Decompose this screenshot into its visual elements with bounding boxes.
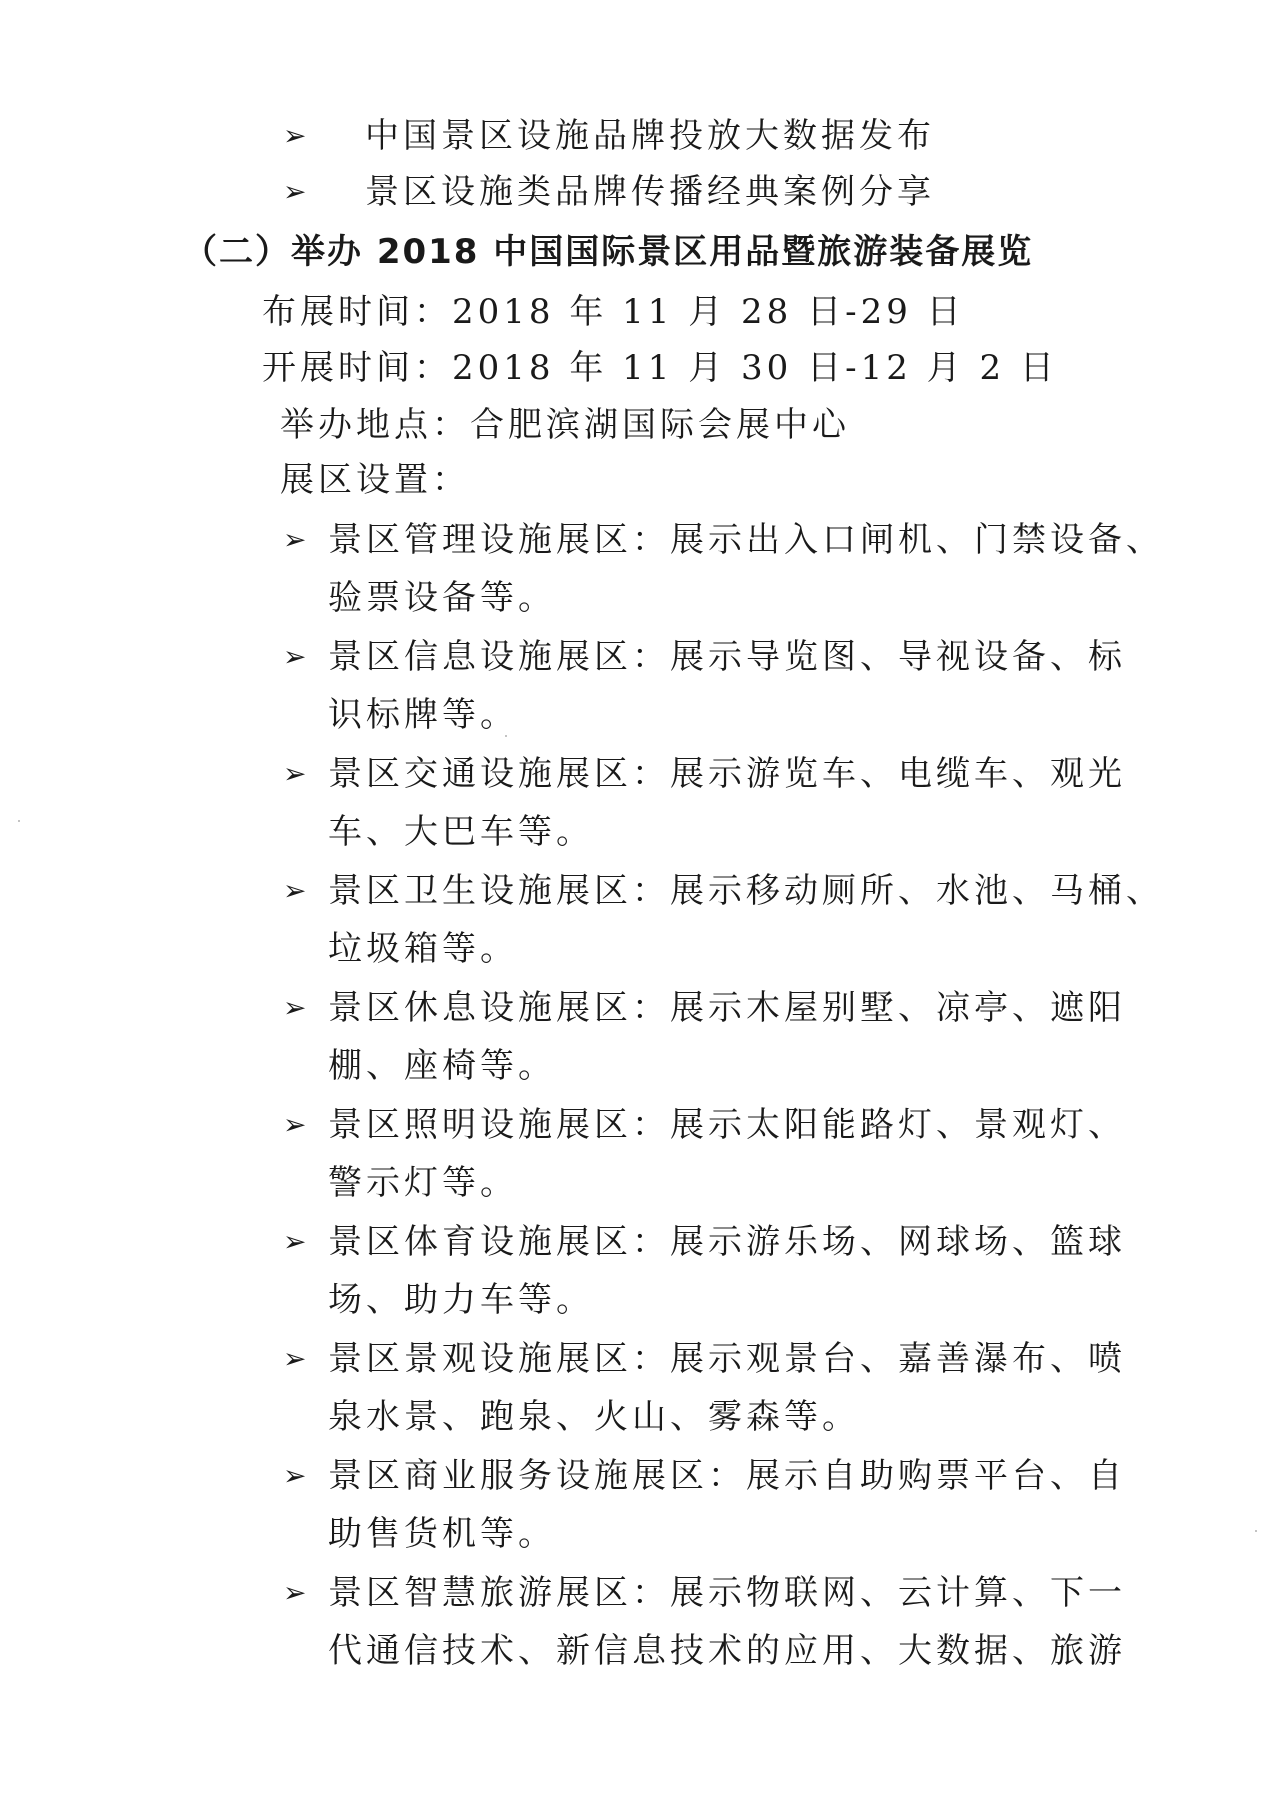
zone-item-line2: 垃圾箱等。 [328,929,518,969]
bullet-arrow-icon: ➢ [283,1225,307,1258]
zone-item-line2: 泉水景、跑泉、火山、雾森等。 [328,1397,860,1437]
section-heading: （二）举办 2018 中国国际景区用品暨旅游装备展览 [183,232,1034,272]
bullet-arrow-icon: ➢ [283,1576,307,1609]
zone-item-line1: 景区休息设施展区：展示木屋别墅、凉亭、遮阳 [328,988,1126,1028]
zone-item-line2: 代通信技术、新信息技术的应用、大数据、旅游 [328,1631,1126,1671]
zone-item-line1: 景区管理设施展区：展示出入口闸机、门禁设备、 [328,520,1164,560]
bullet-arrow-icon: ➢ [283,1108,307,1141]
scan-speck [505,735,507,737]
zone-item-line1: 景区信息设施展区：展示导览图、导视设备、标 [328,637,1126,677]
bullet-arrow-icon: ➢ [283,1459,307,1492]
zone-item-line2: 验票设备等。 [328,578,556,618]
bullet-arrow-icon: ➢ [283,523,307,556]
zone-item-line2: 警示灯等。 [328,1163,518,1203]
bullet-arrow-icon: ➢ [283,757,307,790]
bullet-arrow-icon: ➢ [283,119,307,152]
zone-item-line1: 景区体育设施展区：展示游乐场、网球场、篮球 [328,1222,1126,1262]
zone-item-line1: 景区商业服务设施展区：展示自助购票平台、自 [328,1456,1126,1496]
top-bullet-2: 景区设施类品牌传播经典案例分享 [365,172,935,212]
zone-item-line2: 车、大巴车等。 [328,812,594,852]
bullet-arrow-icon: ➢ [283,1342,307,1375]
scan-speck [1255,1530,1257,1532]
bullet-arrow-icon: ➢ [283,991,307,1024]
zone-item-line1: 景区交通设施展区：展示游览车、电缆车、观光 [328,754,1126,794]
setup-time: 布展时间：2018 年 11 月 28 日-29 日 [262,292,965,332]
zone-item-line1: 景区照明设施展区：展示太阳能路灯、景观灯、 [328,1105,1126,1145]
open-time: 开展时间：2018 年 11 月 30 日-12 月 2 日 [262,348,1058,388]
zone-item-line2: 场、助力车等。 [328,1280,594,1320]
zone-item-line1: 景区智慧旅游展区：展示物联网、云计算、下一 [328,1573,1126,1613]
zone-item-line2: 助售货机等。 [328,1514,556,1554]
bullet-arrow-icon: ➢ [283,640,307,673]
zone-item-line1: 景区景观设施展区：展示观景台、嘉善瀑布、喷 [328,1339,1126,1379]
zone-item-line2: 识标牌等。 [328,695,518,735]
venue: 举办地点：合肥滨湖国际会展中心 [280,405,850,445]
zones-label: 展区设置： [280,460,470,500]
scan-speck [18,820,20,822]
zone-item-line2: 棚、座椅等。 [328,1046,556,1086]
top-bullet-1: 中国景区设施品牌投放大数据发布 [365,116,935,156]
bullet-arrow-icon: ➢ [283,175,307,208]
zone-item-line1: 景区卫生设施展区：展示移动厕所、水池、马桶、 [328,871,1164,911]
bullet-arrow-icon: ➢ [283,874,307,907]
